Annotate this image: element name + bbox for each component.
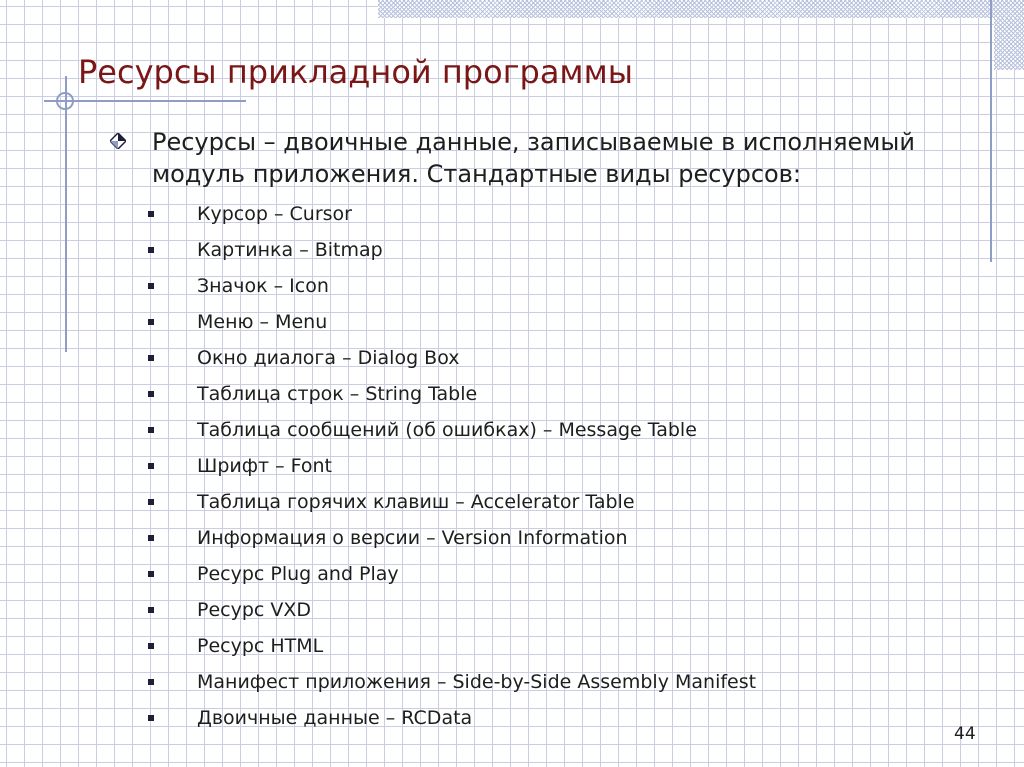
right-decor-line [990, 0, 992, 262]
square-bullet-icon [148, 535, 154, 541]
list-item [148, 232, 756, 268]
list-item-text: Значок – Icon [197, 275, 329, 297]
list-item-text: Таблица горячих клавиш – Accelerator Table [197, 491, 635, 513]
list-item-text: Ресурс HTML [197, 635, 324, 657]
list-item [148, 304, 756, 340]
list-item-text: Двоичные данные – RCData [197, 707, 473, 729]
title-underline [44, 100, 246, 102]
page-number: 44 [954, 724, 976, 744]
square-bullet-icon [148, 715, 154, 721]
square-bullet-icon [148, 499, 154, 505]
main-bullet-text: Ресурсы – двоичные данные, записываемые в исполняемый модуль приложения. Стандартные виды ресурсов: [152, 128, 915, 188]
list-item [148, 340, 756, 376]
list-item [148, 664, 756, 700]
decor-circle-icon [56, 92, 74, 110]
list-item [148, 484, 756, 520]
list-item-text: Курсор – Cursor [197, 203, 352, 225]
square-bullet-icon [148, 643, 154, 649]
square-bullet-icon [148, 247, 154, 253]
list-item [148, 700, 756, 736]
list-item-text: Ресурс Plug and Play [197, 563, 399, 585]
list-item [148, 268, 756, 304]
list-item-text: Манифест приложения – Side-by-Side Assembly Manifest [197, 671, 757, 693]
square-bullet-icon [148, 607, 154, 613]
list-item-text: Ресурс VXD [197, 599, 312, 621]
square-bullet-icon [148, 463, 154, 469]
square-bullet-icon [148, 283, 154, 289]
list-item-text: Информация о версии – Version Information [197, 527, 628, 549]
list-item-text: Окно диалога – Dialog Box [197, 347, 460, 369]
list-item-text: Меню – Menu [197, 311, 328, 333]
square-bullet-icon [148, 679, 154, 685]
list-item [148, 448, 756, 484]
square-bullet-icon [148, 319, 154, 325]
resource-types-list [148, 196, 756, 736]
square-bullet-icon [148, 355, 154, 361]
square-bullet-icon [148, 391, 154, 397]
list-item [148, 196, 756, 232]
list-item-text: Шрифт – Font [197, 455, 332, 477]
list-item [148, 376, 756, 412]
list-item [148, 412, 756, 448]
square-bullet-icon [148, 571, 154, 577]
header-hatch-band [378, 0, 1024, 18]
square-bullet-icon [148, 211, 154, 217]
list-item [148, 556, 756, 592]
slide-title: Ресурсы прикладной программы [78, 53, 633, 91]
main-bullet [104, 126, 974, 190]
list-item-text: Таблица строк – String Table [197, 383, 478, 405]
list-item-text: Картинка – Bitmap [197, 239, 383, 261]
list-item [148, 628, 756, 664]
list-item-text: Таблица сообщений (об ошибках) – Message Table [197, 419, 697, 441]
left-decor-line [65, 76, 67, 352]
corner-hatch-band [994, 18, 1024, 70]
list-item [148, 520, 756, 556]
list-item [148, 592, 756, 628]
diamond-icon [110, 133, 126, 149]
square-bullet-icon [148, 427, 154, 433]
